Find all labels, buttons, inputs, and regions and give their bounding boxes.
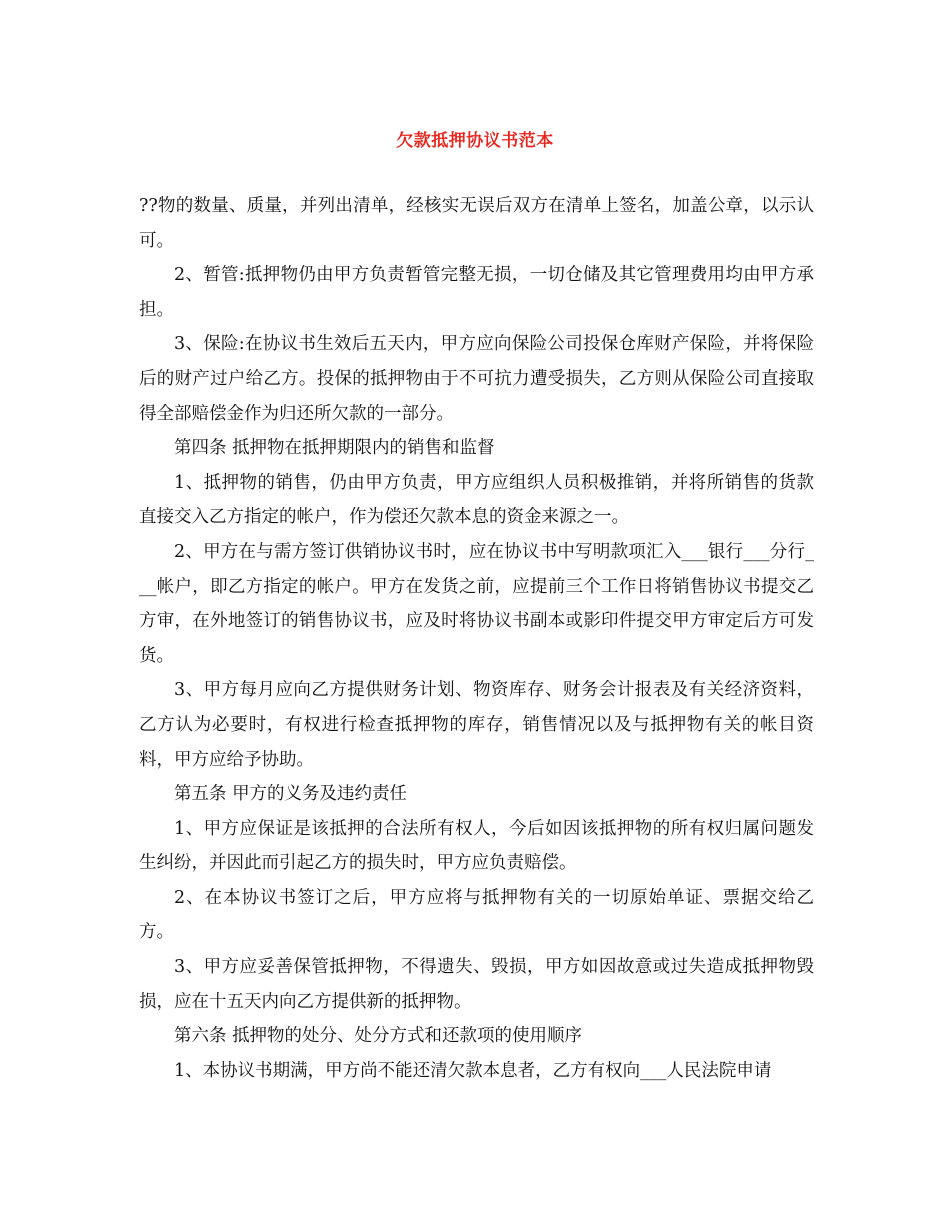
- document-body: [139, 189, 814, 1088]
- paragraph: 2、在本协议书签订之后，甲方应将与抵押物有关的一切原始单证、票据交给乙方。: [139, 887, 814, 943]
- paragraph: 3、甲方每月应向乙方提供财务计划、物资库存、财务会计报表及有关经济资料，乙方认为必要时，有权进行检查抵押物的库存，销售情况以及与抵押物有关的帐目资料，甲方应给予协助。: [139, 680, 814, 770]
- section-heading: 第四条 抵押物在抵押期限内的销售和监督: [174, 438, 495, 459]
- paragraph: 1、抵押物的销售，仍由甲方负责，甲方应组织人员积极推销，并将所销售的货款直接交入乙方指定的帐户，作为偿还欠款本息的资金来源之一。: [139, 472, 814, 528]
- paragraph: ??物的数量、质量，并列出清单，经核实无误后双方在清单上签名，加盖公章，以示认可。: [139, 196, 814, 251]
- document-title: 欠款抵押协议书范本: [396, 131, 554, 151]
- paragraph: 3、保险:在协议书生效后五天内，甲方应向保险公司投保仓库财产保险，并将保险后的财产过户给乙方。投保的抵押物由于不可抗力遭受损失，乙方则从保险公司直接取得全部赔偿金作为归还所欠款的一部分。: [139, 334, 814, 424]
- section-heading: 第五条 甲方的义务及违约责任: [174, 784, 408, 805]
- section-heading: 第六条 抵押物的处分、处分方式和还款项的使用顺序: [174, 1026, 583, 1047]
- paragraph: 3、甲方应妥善保管抵押物，不得遗失、毁损，甲方如因故意或过失造成抵押物毁损，应在十五天内向乙方提供新的抵押物。: [139, 957, 814, 1012]
- paragraph: 1、甲方应保证是该抵押的合法所有权人，今后如因该抵押物的所有权归属问题发生纠纷，并因此而引起乙方的损失时，甲方应负责赔偿。: [139, 818, 814, 874]
- paragraph: 2、甲方在与需方签订供销协议书时，应在协议书中写明款项汇入___银行___分行___帐户，即乙方指定的帐户。甲方在发货之前，应提前三个工作日将销售协议书提交乙方审，在外地签订的销售协议书，应及时将协议书副本或影印件提交甲方审定后方可发货。: [139, 541, 814, 666]
- paragraph: 2、暂管:抵押物仍由甲方负责暂管完整无损，一切仓储及其它管理费用均由甲方承担。: [139, 265, 814, 320]
- paragraph: 1、本协议书期满，甲方尚不能还清欠款本息者，乙方有权向___人民法院申请: [174, 1060, 772, 1081]
